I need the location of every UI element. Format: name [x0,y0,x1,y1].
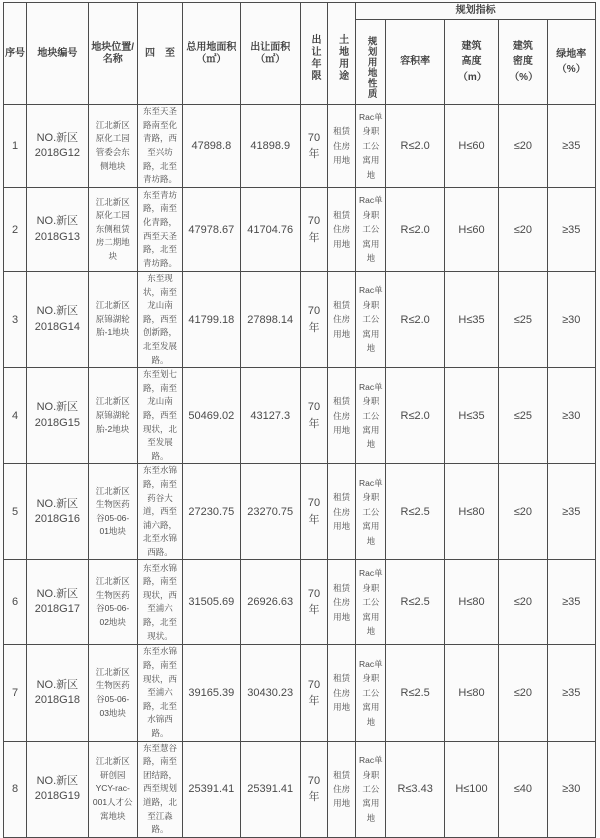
cell-serial-number: 2 [4,188,27,272]
cell-total-area: 50469.02 [183,368,240,464]
cell-building-height: H≤100 [444,741,498,837]
cell-serial-number: 4 [4,368,27,464]
cell-building-height: H≤60 [444,188,498,272]
cell-transfer-term: 70年 [300,272,327,368]
col-header-transfer-term [300,3,327,105]
cell-building-height: H≤80 [444,464,498,560]
cell-boundaries: 东至划七路，南至龙山南路，西至现状，北至发展路。 [137,368,182,464]
cell-green-ratio: ≥35 [547,645,596,741]
cell-parcel-code: NO.新区2018G16 [27,464,88,560]
cell-building-density: ≤25 [499,272,547,368]
cell-total-area: 39165.39 [183,645,240,741]
col-header-building-density: 建筑密度（%） [499,20,547,105]
cell-serial-number: 8 [4,741,27,837]
cell-transfer-area: 27898.14 [240,272,300,368]
cell-parcel-code: NO.新区2018G13 [27,188,88,272]
cell-transfer-area: 25391.41 [240,741,300,837]
cell-location: 江北新区原化工园管委会东侧地块 [88,105,137,188]
cell-total-area: 41799.18 [183,272,240,368]
cell-location: 江北新区原化工园东侧租赁房二期地块 [88,188,137,272]
cell-far: R≤2.0 [386,272,444,368]
cell-location: 江北新区原锦湖轮胎-1地块 [88,272,137,368]
cell-far: R≤2.0 [386,105,444,188]
cell-location: 江北新区研创园YCY-rac-001人才公寓地块 [88,741,137,837]
table-row [4,105,596,188]
cell-parcel-code: NO.新区2018G18 [27,645,88,741]
cell-boundaries: 东至现状，南至龙山南路，西至创新路，北至发展路。 [137,272,182,368]
cell-location: 江北新区原锦湖轮胎-2地块 [88,368,137,464]
cell-green-ratio: ≥30 [547,368,596,464]
cell-boundaries: 东至水锦路，南至现状，西至浦六路，北至现状。 [137,560,182,645]
cell-land-use: 租赁住房用地 [328,368,356,464]
cell-building-density: ≤40 [499,741,547,837]
cell-total-area: 47898.8 [183,105,240,188]
cell-far: R≤3.43 [386,741,444,837]
cell-green-ratio: ≥30 [547,272,596,368]
land-parcel-table [3,2,596,838]
cell-building-density: ≤20 [499,560,547,645]
cell-transfer-term: 70年 [300,464,327,560]
cell-building-density: ≤25 [499,368,547,464]
cell-land-use: 租赁住房用地 [328,645,356,741]
col-header-far: 容积率 [386,20,444,105]
cell-location: 江北新区生物医药谷05-06-01地块 [88,464,137,560]
cell-parcel-code: NO.新区2018G12 [27,105,88,188]
cell-boundaries: 东至慧谷路，南至团结路，西至规划道路，北至江淼路。 [137,741,182,837]
cell-boundaries: 东至水锦路，南至现状，西至浦六路，北至水锦西路。 [137,645,182,741]
col-header-total-area: 总用地面积（㎡） [183,3,240,105]
cell-building-density: ≤20 [499,188,547,272]
col-header-land-use [328,3,356,105]
cell-planning-use: Rac单身职工公寓用地 [356,645,386,741]
cell-planning-use: Rac单身职工公寓用地 [356,105,386,188]
cell-green-ratio: ≥30 [547,741,596,837]
cell-building-density: ≤20 [499,105,547,188]
table-row [4,188,596,272]
cell-land-use: 租赁住房用地 [328,272,356,368]
cell-building-height: H≤35 [444,368,498,464]
col-group-planning-index: 规划指标 [356,3,596,20]
col-header-planning-use [356,20,386,105]
col-header-parcel-code: 地块编号 [27,3,88,105]
cell-land-use: 租赁住房用地 [328,464,356,560]
cell-total-area: 27230.75 [183,464,240,560]
cell-parcel-code: NO.新区2018G17 [27,560,88,645]
cell-transfer-term: 70年 [300,188,327,272]
cell-total-area: 25391.41 [183,741,240,837]
cell-serial-number: 7 [4,645,27,741]
cell-far: R≤2.0 [386,188,444,272]
cell-green-ratio: ≥35 [547,464,596,560]
cell-building-density: ≤20 [499,464,547,560]
cell-boundaries: 东至青坊路，南至化青路，西至天圣路，北至青坊路。 [137,188,182,272]
cell-building-height: H≤60 [444,105,498,188]
table-body [4,105,596,838]
table-row [4,272,596,368]
cell-serial-number: 5 [4,464,27,560]
cell-green-ratio: ≥35 [547,560,596,645]
col-header-building-height: 建筑高度（m） [444,20,498,105]
col-header-serial: 序号 [4,3,27,105]
cell-transfer-term: 70年 [300,645,327,741]
col-header-location: 地块位置/名称 [88,3,137,105]
cell-transfer-term: 70年 [300,560,327,645]
cell-land-use: 租赁住房用地 [328,741,356,837]
cell-serial-number: 1 [4,105,27,188]
cell-planning-use: Rac单身职工公寓用地 [356,272,386,368]
cell-building-density: ≤20 [499,645,547,741]
cell-total-area: 31505.69 [183,560,240,645]
cell-building-height: H≤80 [444,645,498,741]
cell-far: R≤2.5 [386,464,444,560]
planning-use-vertical-label: 规划用地性质 [365,35,377,99]
cell-boundaries: 东至水锦路，南至药谷大道，西至浦六路，北至水锦西路。 [137,464,182,560]
cell-parcel-code: NO.新区2018G19 [27,741,88,837]
cell-serial-number: 6 [4,560,27,645]
cell-transfer-area: 23270.75 [240,464,300,560]
cell-building-height: H≤80 [444,560,498,645]
cell-far: R≤2.0 [386,368,444,464]
col-header-green-ratio: 绿地率（%） [547,20,596,105]
cell-green-ratio: ≥35 [547,105,596,188]
cell-transfer-area: 26926.63 [240,560,300,645]
cell-transfer-area: 41704.76 [240,188,300,272]
cell-serial-number: 3 [4,272,27,368]
table-row [4,464,596,560]
cell-transfer-term: 70年 [300,105,327,188]
col-header-boundaries: 四 至 [137,3,182,105]
table-row [4,368,596,464]
cell-transfer-area: 41898.9 [240,105,300,188]
cell-planning-use: Rac单身职工公寓用地 [356,560,386,645]
table-header [4,3,596,105]
cell-green-ratio: ≥35 [547,188,596,272]
cell-planning-use: Rac单身职工公寓用地 [356,741,386,837]
cell-building-height: H≤35 [444,272,498,368]
land-use-vertical-label: 土地用途 [336,33,348,82]
table-row [4,560,596,645]
cell-far: R≤2.5 [386,560,444,645]
col-header-transfer-area: 出让面积（㎡） [240,3,300,105]
cell-land-use: 租赁住房用地 [328,188,356,272]
cell-transfer-term: 70年 [300,368,327,464]
cell-land-use: 租赁住房用地 [328,560,356,645]
cell-land-use: 租赁住房用地 [328,105,356,188]
cell-parcel-code: NO.新区2018G15 [27,368,88,464]
cell-planning-use: Rac单身职工公寓用地 [356,188,386,272]
cell-planning-use: Rac单身职工公寓用地 [356,368,386,464]
cell-boundaries: 东至天圣路南至化青路，西至兴坊路，北至青坊路。 [137,105,182,188]
transfer-term-vertical-label: 出让年限 [309,33,320,82]
cell-transfer-term: 70年 [300,741,327,837]
cell-location: 江北新区生物医药谷05-06-03地块 [88,645,137,741]
cell-transfer-area: 43127.3 [240,368,300,464]
cell-planning-use: Rac单身职工公寓用地 [356,464,386,560]
cell-transfer-area: 30430.23 [240,645,300,741]
cell-parcel-code: NO.新区2018G14 [27,272,88,368]
cell-location: 江北新区生物医药谷05-06-02地块 [88,560,137,645]
cell-far: R≤2.5 [386,645,444,741]
table-row [4,645,596,741]
table-row [4,741,596,837]
cell-total-area: 47978.67 [183,188,240,272]
